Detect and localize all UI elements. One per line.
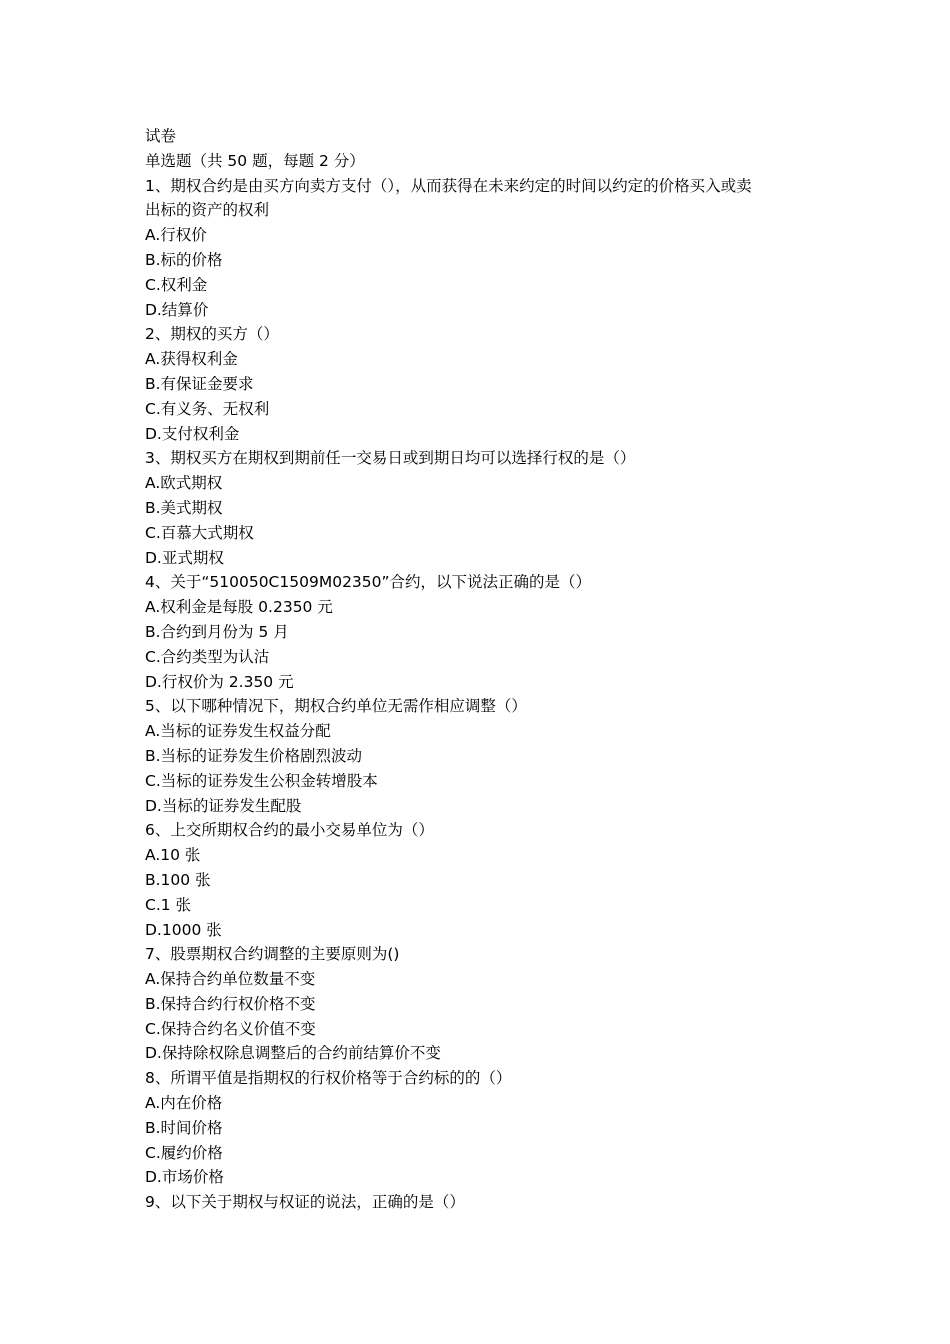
question-4-option-a: A.权利金是每股 0.2350 元 bbox=[145, 598, 333, 617]
question-7-option-d: D.保持除权除息调整后的合约前结算价不变 bbox=[145, 1044, 441, 1063]
question-2-option-c: C.有义务、无权利 bbox=[145, 399, 270, 418]
section-heading: 单选题（共 50 题，每题 2 分） bbox=[145, 151, 365, 170]
question-6-option-a: A.10 张 bbox=[145, 846, 201, 865]
question-1-option-a: A.行权价 bbox=[145, 226, 207, 245]
question-2-option-a: A.获得权利金 bbox=[145, 350, 238, 369]
question-3-option-b: B.美式期权 bbox=[145, 498, 223, 517]
question-8-option-a: A.内在价格 bbox=[145, 1094, 223, 1113]
question-3-option-d: D.亚式期权 bbox=[145, 548, 224, 567]
question-8-option-d: D.市场价格 bbox=[145, 1168, 224, 1187]
question-3-option-a: A.欧式期权 bbox=[145, 474, 223, 493]
question-1-stem-line-1: 1、期权合约是由买方向卖方支付（），从而获得在未来约定的时间以约定的价格买入或卖 bbox=[145, 176, 752, 195]
question-2-option-b: B.有保证金要求 bbox=[145, 374, 254, 393]
question-5-option-c: C.当标的证券发生公积金转增股本 bbox=[145, 771, 378, 790]
question-7-option-a: A.保持合约单位数量不变 bbox=[145, 970, 316, 989]
question-2-stem: 2、期权的买方（） bbox=[145, 325, 279, 344]
question-5-stem: 5、以下哪种情况下，期权合约单位无需作相应调整（） bbox=[145, 697, 527, 716]
question-7-option-c: C.保持合约名义价值不变 bbox=[145, 1019, 316, 1038]
question-7-option-b: B.保持合约行权价格不变 bbox=[145, 994, 316, 1013]
exam-content bbox=[145, 124, 825, 1215]
question-3-stem: 3、期权买方在期权到期前任一交易日或到期日均可以选择行权的是（） bbox=[145, 449, 636, 468]
question-4-option-c: C.合约类型为认沽 bbox=[145, 647, 270, 666]
question-8-option-c: C.履约价格 bbox=[145, 1143, 223, 1162]
question-6-option-c: C.1 张 bbox=[145, 895, 192, 914]
question-6-option-b: B.100 张 bbox=[145, 870, 211, 889]
question-6-option-d: D.1000 张 bbox=[145, 920, 222, 939]
question-5-option-a: A.当标的证券发生权益分配 bbox=[145, 722, 331, 741]
question-2-option-d: D.支付权利金 bbox=[145, 424, 240, 443]
question-1-option-b: B.标的价格 bbox=[145, 250, 223, 269]
question-8-stem: 8、所谓平值是指期权的行权价格等于合约标的的（） bbox=[145, 1069, 512, 1088]
question-5-option-d: D.当标的证券发生配股 bbox=[145, 796, 302, 815]
question-5-option-b: B.当标的证券发生价格剧烈波动 bbox=[145, 746, 363, 765]
question-9-stem: 9、以下关于期权与权证的说法，正确的是（） bbox=[145, 1193, 465, 1212]
question-3-option-c: C.百慕大式期权 bbox=[145, 523, 254, 542]
document-title: 试卷 bbox=[145, 127, 177, 145]
question-4-option-b: B.合约到月份为 5 月 bbox=[145, 622, 289, 641]
question-4-option-d: D.行权价为 2.350 元 bbox=[145, 672, 294, 691]
question-1-option-c: C.权利金 bbox=[145, 275, 208, 294]
question-7-stem: 7、股票期权合约调整的主要原则为() bbox=[145, 945, 400, 964]
question-4-stem: 4、关于“510050C1509M02350”合约，以下说法正确的是（） bbox=[145, 573, 592, 592]
question-6-stem: 6、上交所期权合约的最小交易单位为（） bbox=[145, 821, 434, 840]
question-8-option-b: B.时间价格 bbox=[145, 1118, 223, 1137]
question-1-stem-line-2: 出标的资产的权利 bbox=[145, 201, 270, 220]
question-1-option-d: D.结算价 bbox=[145, 300, 209, 319]
